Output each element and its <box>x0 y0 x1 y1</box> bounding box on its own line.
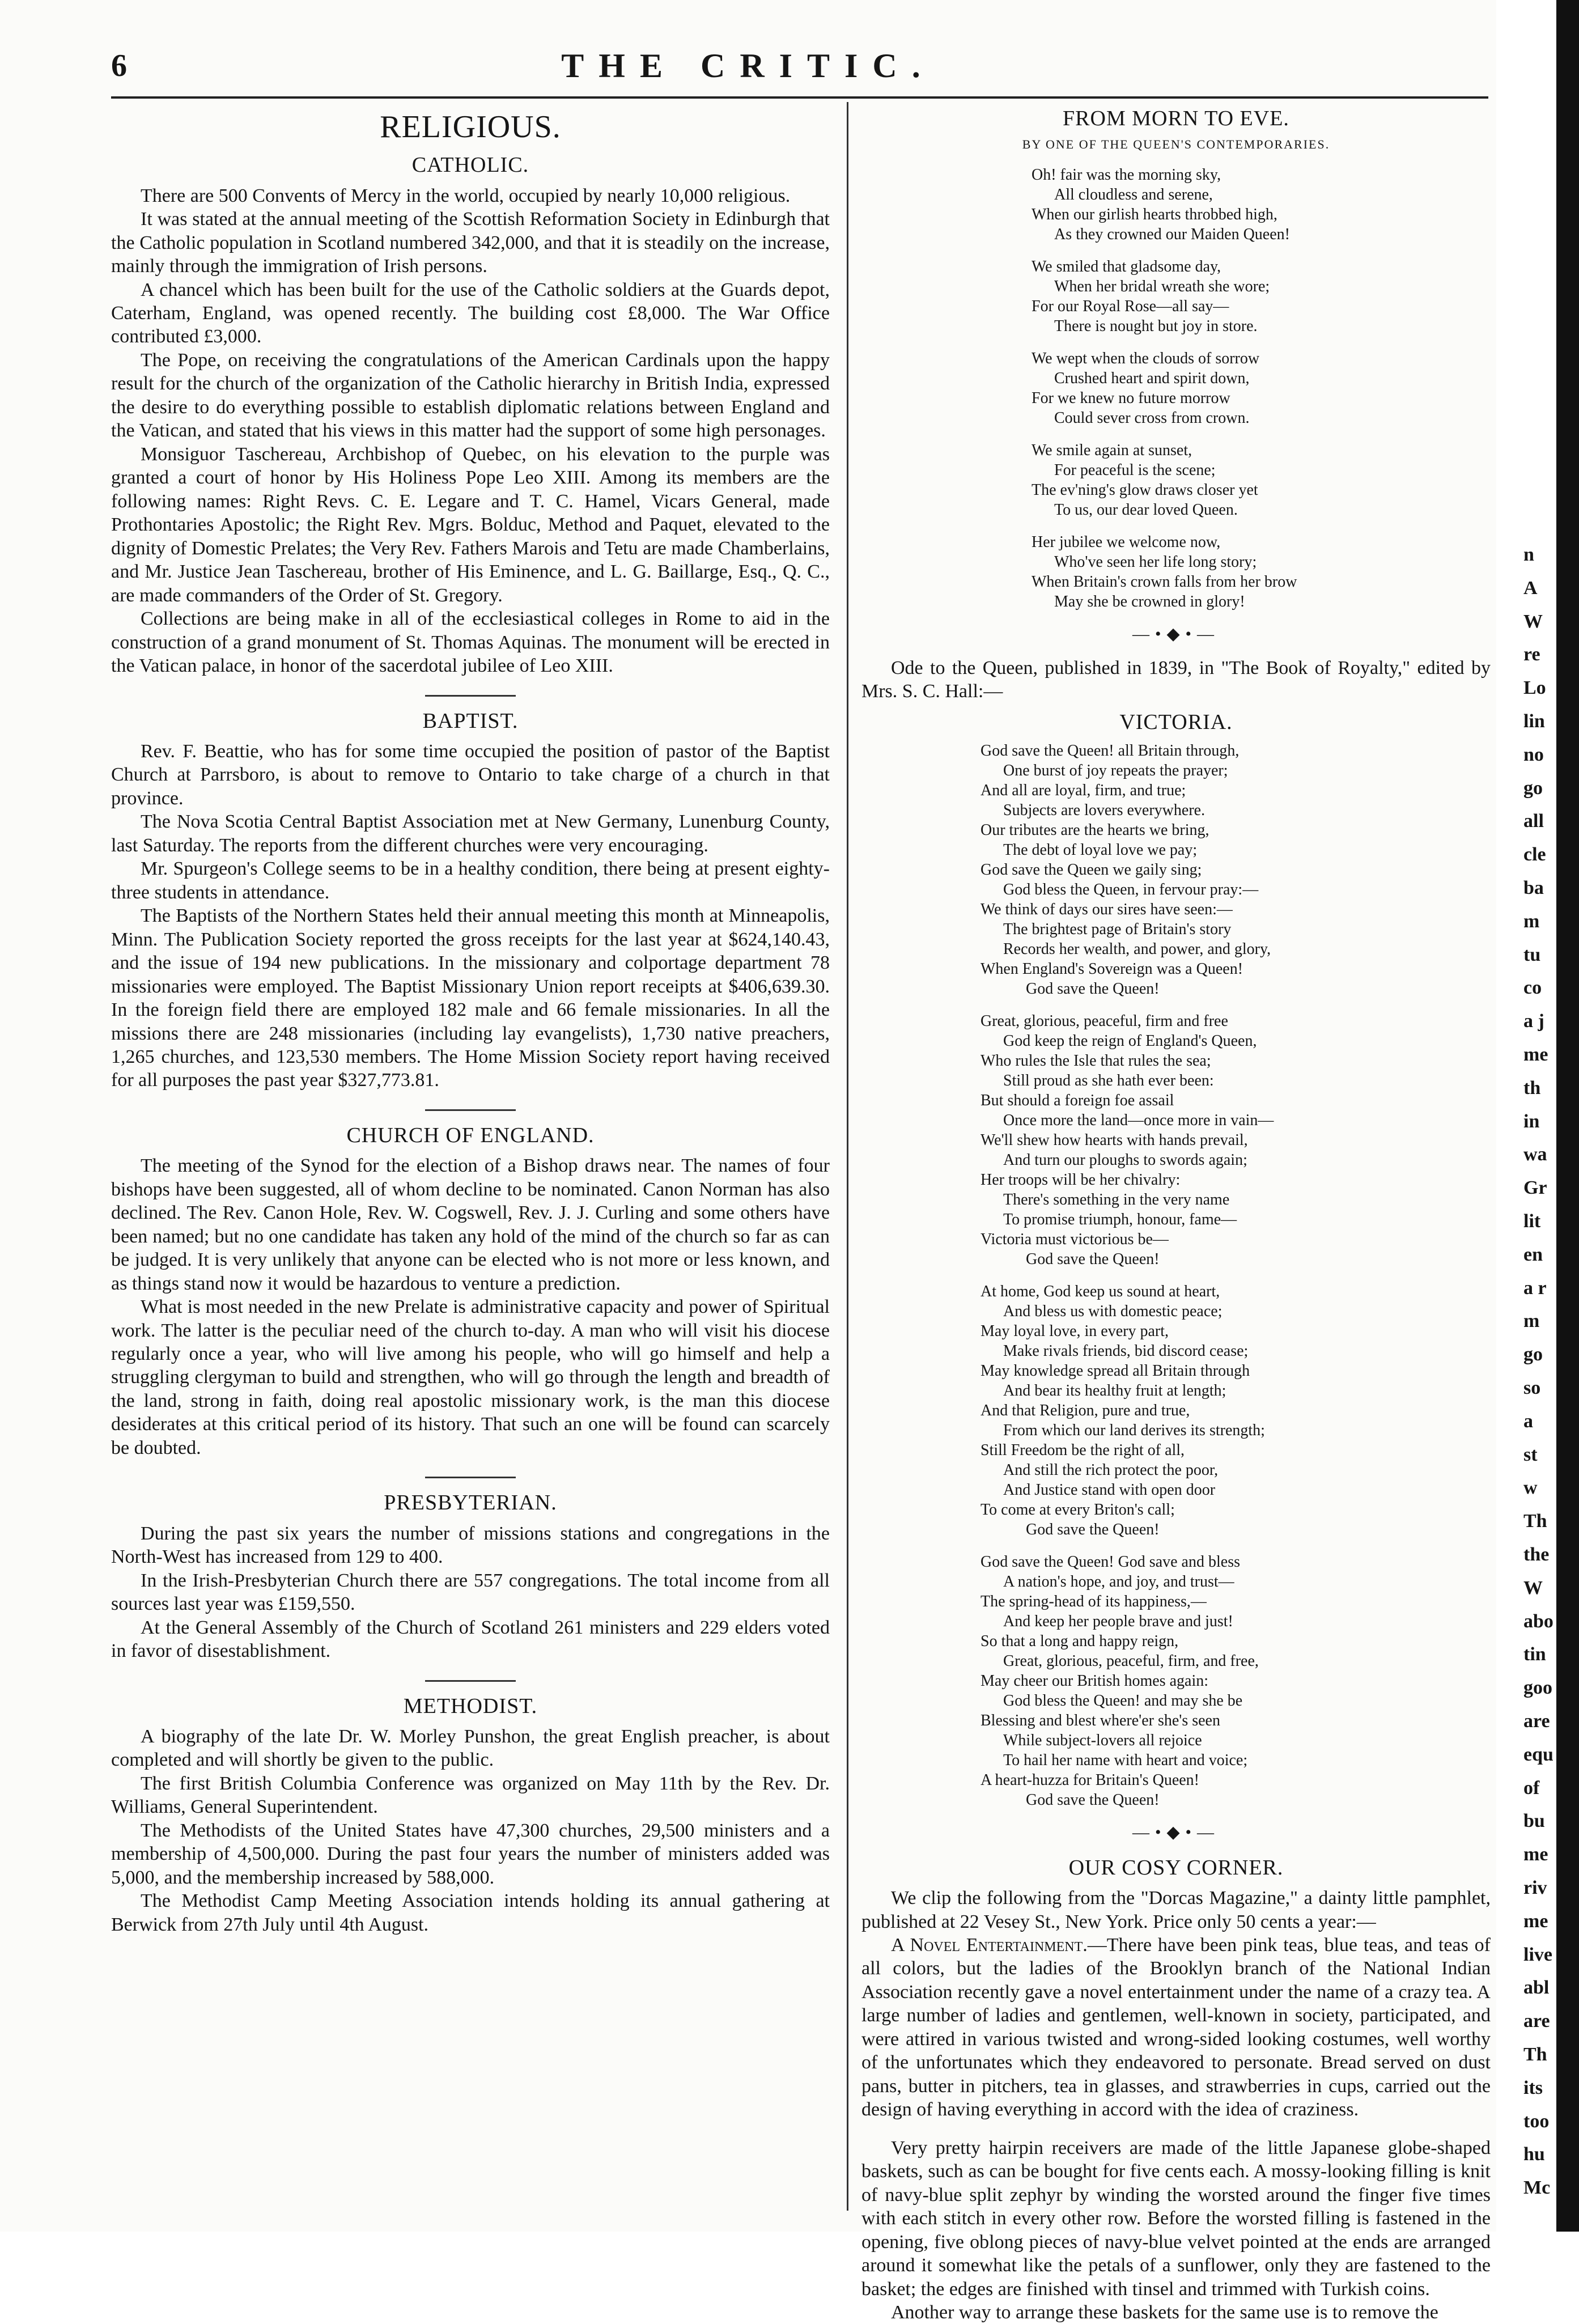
edge-fragment: cle <box>1523 844 1546 865</box>
poem-line: May cheer our British homes again: <box>980 1672 1209 1690</box>
poem-line: Victoria must victorious be— <box>980 1231 1169 1249</box>
baptist-paragraph: Mr. Spurgeon's College seems to be in a healthy condition, there being at present eighty-three students in attendance. <box>111 858 830 903</box>
poem-line: For we knew no future morrow <box>1032 389 1230 408</box>
baptist-heading: BAPTIST. <box>422 709 519 733</box>
catholic-paragraph: The Pope, on receiving the congratulations of the American Cardinals upon the happy result for the church of the organization of the Catholic hierarchy in British India, expressed the desire to do everything possible to establish diplomatic relations between England and the Vatican, and stated that his views in this matter had the support of some high personages. <box>111 349 830 442</box>
poem-stanza <box>861 349 1491 428</box>
edge-fragment: a <box>1523 1411 1533 1432</box>
poem-line: We think of days our sires have seen:— <box>980 901 1233 919</box>
poem-line: The spring-head of its happiness,— <box>980 1593 1207 1611</box>
poem-line: When our girlish hearts throbbed high, <box>1032 206 1277 224</box>
poem-line: While subject-lovers all rejoice <box>1003 1732 1202 1750</box>
ode-intro: Ode to the Queen, published in 1839, in "The Book of Royalty," edited by Mrs. S. C. Hall:— <box>861 657 1491 702</box>
poem-line: God bless the Queen! and may she be <box>1003 1692 1243 1710</box>
ornamental-rule: —•◆•— <box>1132 1823 1220 1842</box>
methodist-paragraph: A biography of the late Dr. W. Morley Punshon, the great English preacher, is about completed and will shortly be given to the public. <box>111 1725 830 1771</box>
edge-fragment: me <box>1523 1911 1548 1932</box>
poem-line: God save the Queen! <box>1026 1521 1160 1539</box>
poem-line: And keep her people brave and just! <box>1003 1613 1233 1631</box>
poem-line: Subjects are lovers everywhere. <box>1003 801 1206 820</box>
poem-line: And Justice stand with open door <box>1003 1481 1216 1499</box>
edge-fragment: go <box>1523 778 1543 799</box>
catholic-paragraph: Monsiguor Taschereau, Archbishop of Quebec, on his elevation to the purple was granted a court of honor by His Holiness Pope Leo XIII. Among its members are the following names: Right Revs. C. E. Legare and T. C. Hamel, Vicars General, made Prothontaries Apostolic; the Right Rev. Mgrs. Bolduc, Method and Paquet, elevated to the dignity of Domestic Prelates; the Very Rev. Fathers Marois and Tetu are made Chamberlains, and Mr. Justice Jean Taschereau, brother of His Eminence, and L. G. Baillarge, Esq., Q. C., are made commanders of the Order of St. Gregory. <box>111 443 830 606</box>
column-rule <box>847 102 848 2211</box>
page-number: 6 <box>111 48 127 83</box>
edge-fragment: bu <box>1523 1810 1545 1831</box>
edge-fragment: me <box>1523 1044 1548 1065</box>
poem-line: God keep the reign of England's Queen, <box>1003 1032 1257 1050</box>
religious-heading: RELIGIOUS. <box>380 109 561 145</box>
edge-fragment: abo <box>1523 1611 1553 1632</box>
edge-fragment: lin <box>1523 711 1545 732</box>
presbyterian-paragraph: During the past six years the number of missions stations and congregations in the North-West has increased from 129 to 400. <box>111 1523 830 1568</box>
poem-line: As they crowned our Maiden Queen! <box>1054 226 1290 244</box>
edge-fragment: of <box>1523 1778 1540 1799</box>
edge-fragment: tu <box>1523 944 1541 965</box>
poem-byline: BY ONE OF THE QUEEN'S CONTEMPORARIES. <box>1022 137 1330 152</box>
poem-line: God bless the Queen, in fervour pray:— <box>1003 881 1259 899</box>
edge-fragment: W <box>1523 611 1543 632</box>
poem-line: There is nought but joy in store. <box>1054 317 1258 336</box>
poem-line: Once more the land—once more in vain— <box>1003 1112 1274 1130</box>
catholic-paragraph: Collections are being make in all of the ecclesiastical colleges in Rome to aid in the construction of a grand monument of St. Thomas Aquinas. The monument will be erected in the Vatican palace, in honor of the sacerdotal jubilee of Leo XIII. <box>111 608 830 677</box>
catholic-paragraph: There are 500 Convents of Mercy in the world, occupied by nearly 10,000 religious. <box>141 185 791 206</box>
poem-line: May loyal love, in every part, <box>980 1322 1169 1341</box>
poem-line: A nation's hope, and joy, and trust— <box>1003 1573 1234 1591</box>
poem-line: Her troops will be her chivalry: <box>980 1171 1181 1189</box>
poem-line: Oh! fair was the morning sky, <box>1032 166 1221 184</box>
poem-line: Still Freedom be the right of all, <box>980 1441 1185 1460</box>
religious-column <box>111 105 830 1936</box>
cosy-corner-heading: OUR COSY CORNER. <box>1068 1855 1284 1880</box>
edge-fragment: abl <box>1523 1977 1550 1998</box>
edge-fragment: st <box>1523 1444 1538 1465</box>
edge-fragment: riv <box>1523 1877 1547 1898</box>
catholic-heading: CATHOLIC. <box>411 153 529 177</box>
poem-line: From which our land derives its strength; <box>1003 1422 1265 1440</box>
presbyterian-heading: PRESBYTERIAN. <box>384 1491 557 1515</box>
poem-line: We smiled that gladsome day, <box>1032 258 1221 276</box>
poem-stanza <box>861 1011 1491 1269</box>
edge-fragment: a r <box>1523 1278 1547 1299</box>
edge-fragment: goo <box>1523 1677 1552 1698</box>
poem-stanza <box>861 1552 1491 1810</box>
poem-line: We'll shew how hearts with hands prevail, <box>980 1131 1248 1150</box>
methodist-paragraph: The first British Columbia Conference was organized on May 11th by the Rev. Dr. Williams, General Superintendent. <box>111 1772 830 1818</box>
methodist-heading: METHODIST. <box>403 1694 538 1718</box>
poem-line: Make rivals friends, bid discord cease; <box>1003 1342 1249 1360</box>
edge-fragment: Mc <box>1523 2177 1551 2198</box>
edge-fragment: co <box>1523 977 1542 998</box>
poem-line: And still the rich protect the poor, <box>1003 1461 1219 1479</box>
edge-fragment: A <box>1523 578 1538 599</box>
edge-fragment: th <box>1523 1078 1541 1099</box>
poem-line: The brightest page of Britain's story <box>1003 921 1232 939</box>
poem-line: God save the Queen we gaily sing; <box>980 861 1202 879</box>
poem-title-morn-to-eve: FROM MORN TO EVE. <box>1063 107 1289 130</box>
poem-line: To come at every Briton's call; <box>980 1501 1175 1519</box>
edge-fragment: the <box>1523 1544 1550 1565</box>
poem-line: Great, glorious, peaceful, firm and free <box>980 1012 1228 1030</box>
poem-line: The debt of loyal love we pay; <box>1003 841 1198 859</box>
poem-line: And that Religion, pure and true, <box>980 1402 1190 1420</box>
poem-stanza <box>861 257 1491 336</box>
edge-fragment: its <box>1523 2077 1543 2098</box>
section-rule <box>425 1680 516 1682</box>
section-rule <box>425 1477 516 1478</box>
poem-line: For peaceful is the scene; <box>1054 461 1216 480</box>
poem-stanza <box>861 440 1491 520</box>
edge-fragment: Gr <box>1523 1177 1547 1198</box>
poem-line: At home, God keep us sound at heart, <box>980 1283 1220 1301</box>
poem-stanza <box>861 165 1491 244</box>
poem-line: Crushed heart and spirit down, <box>1054 370 1250 388</box>
poem-line: May knowledge spread all Britain through <box>980 1362 1250 1380</box>
poem-line: And turn our ploughs to swords again; <box>1003 1151 1247 1169</box>
poem-stanza <box>861 741 1491 999</box>
presbyterian-paragraph: In the Irish-Presbyterian Church there are 557 congregations. The total income from all sources last year was £159,550. <box>111 1570 830 1615</box>
poem-line: Who've seen her life long story; <box>1054 553 1257 571</box>
edge-fragment: are <box>1523 2011 1550 2032</box>
poem-line: God save the Queen! <box>1026 980 1160 998</box>
novel-entertainment-text: —There have been pink teas, blue teas, and teas of all colors, but the ladies of the Brooklyn branch of the National Indian Association recently gave a novel entertainment under the name of a crazy tea. A large number of ladies and gentlemen, well-known in society, participated, and were attired in various twisted and wrong-sided looking costumes, well worthy of the unfortunates which they endeavored to personate. Bread served on dust pans, butter in pitchers, tea in glasses, and strawberries in cups, carried out the design of having everything in accord with the idea of craziness. <box>861 1934 1491 2121</box>
edge-fragment: Th <box>1523 1511 1547 1532</box>
poem-line: For our Royal Rose—all say— <box>1032 298 1229 316</box>
poem-stanza <box>861 1282 1491 1540</box>
poem-line: And bear its healthy fruit at length; <box>1003 1382 1226 1400</box>
edge-fragment: n <box>1523 544 1534 565</box>
masthead-rule <box>111 96 1488 99</box>
poem-title-victoria: VICTORIA. <box>1119 710 1233 734</box>
baptist-paragraph: The Nova Scotia Central Baptist Association met at New Germany, Lunenburg County, last Saturday. The reports from the different churches were very encouraging. <box>111 811 830 856</box>
page-binding-edge <box>1556 0 1579 2232</box>
poem-line: Records her wealth, and power, and glory, <box>1003 940 1271 959</box>
masthead-title: THE CRITIC. <box>561 47 935 84</box>
poem-line: But should a foreign foe assail <box>980 1092 1174 1110</box>
presbyterian-paragraph: At the General Assembly of the Church of Scotland 261 ministers and 229 elders voted in favor of disestablishment. <box>111 1617 830 1662</box>
poem-line: To promise triumph, honour, fame— <box>1003 1211 1237 1229</box>
edge-fragment: Th <box>1523 2044 1547 2065</box>
poem-line: Could sever cross from crown. <box>1054 409 1250 427</box>
edge-fragment: no <box>1523 744 1544 765</box>
poem-line: One burst of joy repeats the prayer; <box>1003 762 1228 780</box>
edge-fragment: m <box>1523 1311 1540 1331</box>
poem-line: God save the Queen! God save and bless <box>980 1553 1240 1571</box>
poem-line: When her bridal wreath she wore; <box>1054 278 1270 296</box>
catholic-paragraph: It was stated at the annual meeting of the Scottish Reformation Society in Edinburgh that the Catholic population in Scotland numbered 342,000, and that it is steadily on the increase, mainly through the immigration of Irish persons. <box>111 209 830 277</box>
church-of-england-paragraph: The meeting of the Synod for the election of a Bishop draws near. The names of four bishops have been suggested, all of whom decline to be nominated. Canon Norman has also declined. The Rev. Canon Hole, Rev. W. Cogswell, Rev. J. J. Curling and some others have been named; but no one candidate has taken any hold of the mind of the church so far as can be judged. It is very unlikely that anyone can be elected who is not more or less known, and as things stand now it would be hazardous to venture a prediction. <box>111 1155 830 1294</box>
edge-fragment: are <box>1523 1711 1550 1732</box>
poem-line: May she be crowned in glory! <box>1054 593 1245 611</box>
poem-line: God save the Queen! all Britain through, <box>980 742 1240 760</box>
poem-line: God save the Queen! <box>1026 1250 1160 1269</box>
edge-fragment: W <box>1523 1577 1543 1598</box>
poem-line: We smile again at sunset, <box>1032 442 1192 460</box>
edge-fragment: w <box>1523 1477 1538 1498</box>
poem-line: Who rules the Isle that rules the sea; <box>980 1052 1211 1070</box>
baskets-paragraph: Another way to arrange these baskets for the same use is to remove the <box>891 2302 1438 2323</box>
edge-fragment: m <box>1523 911 1540 932</box>
poetry-column <box>861 105 1491 2324</box>
poem-line: When Britain's crown falls from her brow <box>1032 573 1297 591</box>
poem-line: Still proud as she hath ever been: <box>1003 1072 1214 1090</box>
edge-fragment: go <box>1523 1344 1543 1365</box>
edge-fragment: ba <box>1523 877 1544 898</box>
edge-fragment: tin <box>1523 1644 1546 1665</box>
edge-fragment: me <box>1523 1844 1548 1865</box>
poem-line: When England's Sovereign was a Queen! <box>980 960 1243 978</box>
poem-line: Our tributes are the hearts we bring, <box>980 821 1209 839</box>
poem-line: We wept when the clouds of sorrow <box>1032 350 1260 368</box>
section-rule <box>425 1109 516 1111</box>
edge-fragment: too <box>1523 2111 1550 2132</box>
hairpin-receivers-paragraph: Very pretty hairpin receivers are made of the little Japanese globe-shaped baskets, such as can be bought for five cents each. A mossy-looking filling is knit of navy-blue split zephyr by winding the worsted around the finger five times with each stitch in every other row. Before the worsted filling is fastened in the opening, five oblong pieces of navy-blue velvet pointed at the ends are arranged around it somewhat like the petals of a sunflower, only they are fastened to the basket; the edges are finished with tinsel and trimmed with Turkish coins. <box>861 2137 1491 2300</box>
poem-line: To hail her name with heart and voice; <box>1003 1752 1248 1770</box>
poem-line: The ev'ning's glow draws closer yet <box>1032 481 1258 499</box>
edge-fragment: lit <box>1523 1211 1541 1232</box>
edge-fragment: live <box>1523 1944 1552 1965</box>
baptist-paragraph: Rev. F. Beattie, who has for some time occupied the position of pastor of the Baptist Church at Parrsboro, is about to remove to Ontario to take charge of a church in that province. <box>111 740 830 809</box>
poem-line: And all are loyal, firm, and true; <box>980 782 1186 800</box>
masthead <box>0 23 1496 91</box>
church-of-england-paragraph: What is most needed in the new Prelate is administrative capacity and power of Spiritual work. The latter is the peculiar need of the church to-day. A man who will visit his diocese regularly once a year, who will live among his people, who will go himself and help a struggling clergyman to build and strengthen, who will go through the length and breadth of the land, strong in faith, doing real apostolic missionary work, is the man this diocese desiderates at this critical period of its history. That such an one will be found can scarcely be doubted. <box>111 1296 830 1458</box>
edge-fragment: wa <box>1523 1144 1547 1165</box>
poem-line: Her jubilee we welcome now, <box>1032 533 1221 552</box>
poem-line: So that a long and happy reign, <box>980 1632 1179 1651</box>
methodist-paragraph: The Methodist Camp Meeting Association intends holding its annual gathering at Berwick from 27th July until 4th August. <box>111 1890 830 1935</box>
poem-line: And bless us with domestic peace; <box>1003 1303 1223 1321</box>
poem-line: All cloudless and serene, <box>1054 186 1213 204</box>
poem-line: A heart-huzza for Britain's Queen! <box>980 1771 1199 1789</box>
section-rule <box>425 695 516 697</box>
church-of-england-heading: CHURCH OF ENGLAND. <box>346 1123 595 1147</box>
methodist-paragraph: The Methodists of the United States have 47,300 churches, 29,500 ministers and a membership of 4,500,000. During the past four years the number of ministers added was 5,000, and the membership increased by 588,000. <box>111 1820 830 1888</box>
poem-line: To us, our dear loved Queen. <box>1054 501 1238 519</box>
edge-fragment: en <box>1523 1244 1543 1265</box>
edge-fragment: Lo <box>1523 677 1546 698</box>
poem-line: There's something in the very name <box>1003 1191 1230 1209</box>
edge-fragment: so <box>1523 1377 1541 1398</box>
catholic-paragraph: A chancel which has been built for the use of the Catholic soldiers at the Guards depot, Caterham, England, was opened recently. The building cost £8,000. The War Office contributed £3,000. <box>111 279 830 347</box>
poem-stanza <box>861 532 1491 612</box>
edge-fragment: in <box>1523 1111 1540 1132</box>
poem-line: Great, glorious, peaceful, firm, and free, <box>1003 1652 1259 1670</box>
novel-entertainment-label: A Novel Entertainment. <box>891 1934 1088 1956</box>
edge-fragment: all <box>1523 811 1544 832</box>
edge-fragment: equ <box>1523 1744 1553 1765</box>
poem-line: Blessing and blest where'er she's seen <box>980 1712 1220 1730</box>
baptist-paragraph: The Baptists of the Northern States held their annual meeting this month at Minneapolis, Minn. The Publication Society reported the gross receipts for the last year at $624,140.43, and the issue of 194 new publications. In the missionary and colportage department 78 missionaries were employed. The Baptist Missionary Union report receipts at $406,639.30. In the foreign field there are employed 182 male and 66 female missionaries. In all the missions there are 248 missionaries (including lay evangelists), 1,730 native preachers, 1,265 churches, and 123,530 members. The Home Mission Society report having received for all purposes the past year $327,773.81. <box>111 905 830 1091</box>
edge-fragment: re <box>1523 644 1540 665</box>
novel-entertainment-paragraph <box>861 1933 1491 2122</box>
edge-fragment: hu <box>1523 2144 1545 2165</box>
poem-line: God save the Queen! <box>1026 1791 1160 1809</box>
edge-fragment: a j <box>1523 1011 1544 1032</box>
ornamental-rule: —•◆•— <box>1132 625 1220 644</box>
cosy-corner-intro: We clip the following from the "Dorcas Magazine," a dainty little pamphlet, published at 22 Vesey St., New York. Price only 50 cents a year:— <box>861 1888 1491 1932</box>
